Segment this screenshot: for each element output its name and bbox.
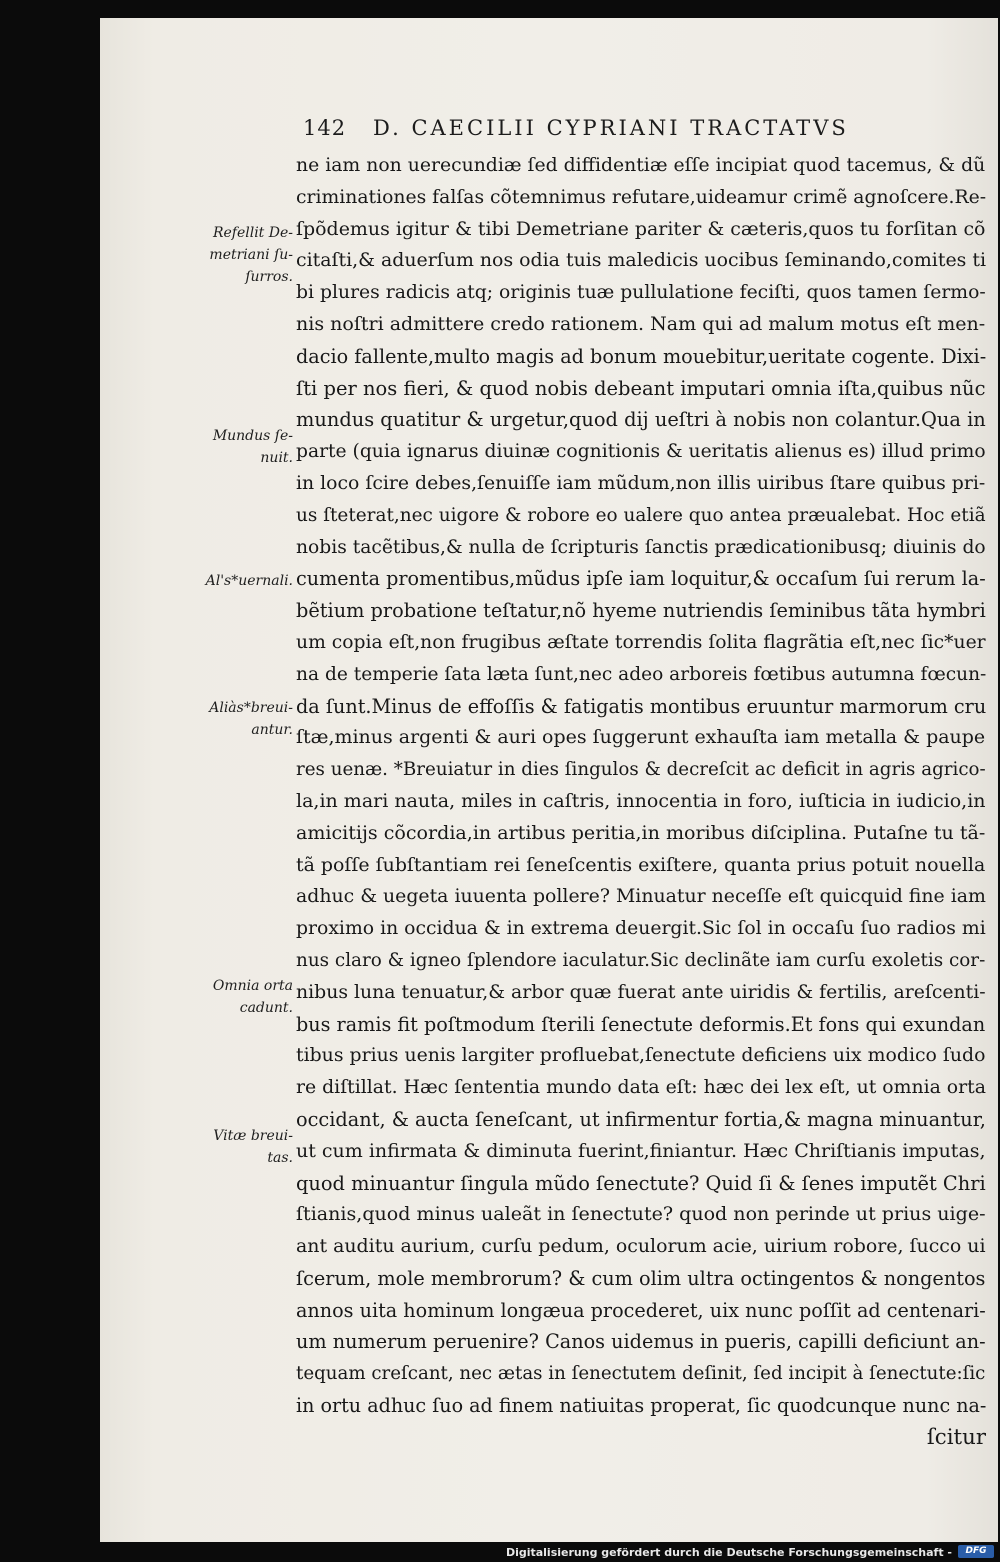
text-line: criminationes falſas cõtemnimus refutare,uideamur crimẽ agnoſcere.Re- <box>296 186 986 208</box>
text-line: adhuc & uegeta iuuenta pollere? Minuatur neceſſe eſt quicquid fine iam <box>296 885 986 908</box>
marginal-note-line: Aliàs*breui- <box>209 700 293 716</box>
text-line: citaſti,& aduerſum nos odia tuis maledicis uocibus ſeminando,comites ti <box>296 249 986 272</box>
text-line: ſtianis,quod minus ualeãt in ſenectute? quod non perinde ut prius uige- <box>296 1203 986 1226</box>
text-line: na de temperie ſata læta ſunt,nec adeo arboreis fœtibus autumna fœcun- <box>296 663 986 685</box>
marginal-note <box>190 570 293 592</box>
running-title: D. CAECILII CYPRIANI TRACTATVS <box>373 116 849 140</box>
marginal-note-line: antur. <box>251 722 293 738</box>
marginal-note-line: Omnia orta <box>212 978 293 994</box>
text-line: ant auditu aurium, curſu pedum, oculorum acie, uirium robore, ſucco ui <box>296 1235 986 1258</box>
text-line: um numerum peruenire? Canos uidemus in pueris, capilli deficiunt an- <box>296 1330 986 1354</box>
page-number: 142 <box>303 116 347 140</box>
text-line: la,in mari nauta, miles in caſtris, innocentia in foro, iuſticia in iudicio,in <box>296 789 986 812</box>
marginal-note-line: Mundus ſe- <box>212 428 293 444</box>
catchword: ſcitur <box>926 1424 986 1450</box>
text-line: proximo in occidua & in extrema deuergit.Sic ſol in occaſu ſuo radios mi <box>296 918 986 940</box>
marginal-note-line: metriani ſu- <box>209 247 293 263</box>
text-line: res uenæ. *Breuiatur in dies ſingulos & decreſcit ac deficit in agris agrico- <box>296 759 986 781</box>
main-text-block <box>296 150 986 1454</box>
text-line: in ortu adhuc ſuo ad finem natiuitas properat, ſic quodcunque nunc na- <box>296 1394 986 1418</box>
marginal-note-line: cadunt. <box>239 1000 293 1016</box>
marginal-note-line: tas. <box>267 1150 293 1166</box>
text-line: parte (quia ignarus diuinæ cognitionis & ueritatis alienus es) illud primo <box>296 441 986 463</box>
marginal-note <box>190 425 293 469</box>
text-line: nibus luna tenuatur,& arbor quæ fuerat ante uiridis & fertilis, areſcenti- <box>296 981 986 1003</box>
text-line: nis noſtri admittere credo rationem. Nam qui ad malum motus eſt men- <box>296 312 986 335</box>
text-line: ut cum infirmata & diminuta fuerint,finiantur. Hæc Chriſtianis imputas, <box>296 1139 986 1162</box>
dfg-logo-icon: DFG <box>958 1545 994 1558</box>
text-line: ſpõdemus igitur & tibi Demetriane pariter & cæteris,quos tu forſitan cõ <box>296 217 986 240</box>
text-line: tibus prius uenis largiter profluebat,ſenectute deficiens uix modico ſudo <box>296 1044 986 1067</box>
text-line: nus claro & igneo ſplendore iaculatur.Sic declinãte iam curſu exoletis cor- <box>296 949 986 971</box>
text-line: um copia eſt,non frugibus æſtate torrendis ſolita flagrãtia eſt,nec ſic*uer <box>296 631 986 653</box>
text-line: bus ramis fit poſtmodum ſterili ſenectute deformis.Et fons qui exundan <box>296 1012 986 1036</box>
marginal-note-line: nuit. <box>260 450 293 466</box>
footer-credit: Digitalisierung gefördert durch die Deutsche Forschungsgemeinschaft - <box>505 1546 952 1559</box>
text-line: us ſteterat,nec uigore & robore eo ualere quo antea præualebat. Hoc etiã <box>296 504 986 526</box>
marginal-note <box>190 222 293 288</box>
footer-bar <box>0 1542 1000 1562</box>
text-line: da ſunt.Minus de effoſſis & fatigatis montibus eruuntur marmorum cru <box>296 694 986 718</box>
text-line: occidant, & aucta ſeneſcant, ut infirmentur fortia,& magna minuantur, <box>296 1107 986 1131</box>
text-line: nobis tacẽtibus,& nulla de ſcripturis ſanctis prædicationibusq; diuinis do <box>296 536 986 558</box>
marginal-note <box>190 697 293 741</box>
text-line: amicitijs cõcordia,in artibus peritia,in moribus diſciplina. Putaſne tu tã- <box>296 821 986 844</box>
running-header <box>303 116 903 140</box>
text-line: in loco ſcire debes,ſenuiſſe iam mũdum,non illis uiribus ſtare quibus pri- <box>296 472 986 494</box>
marginal-note-line: Vitæ breui- <box>213 1128 293 1144</box>
text-line: cumenta promentibus,mũdus ipſe iam loquitur,& occaſum ſui rerum la- <box>296 567 986 591</box>
marginal-note-line: ſurros. <box>245 269 293 285</box>
text-line: ſcerum, mole membrorum? & cum olim ultra octingentos & nongentos <box>296 1266 986 1290</box>
text-line: annos uita hominum longæua procederet, uix nunc poſſit ad centenari- <box>296 1298 986 1322</box>
text-line: bi plures radicis atq; originis tuæ pullulatione feciſti, quos tamen ſermo- <box>296 282 986 304</box>
text-line: ſti per nos fieri, & quod nobis debeant imputari omnia iſta,quibus nũc <box>296 376 986 400</box>
marginal-note-line: Al's*uernali. <box>205 573 293 589</box>
marginal-note-line: Refellit De- <box>212 225 293 241</box>
text-line: ne iam non uerecundiæ ſed diffidentiæ eſſe incipiat quod tacemus, & dũ <box>296 155 986 176</box>
text-line: ſtæ,minus argenti & auri opes ſuggerunt exhauſta iam metalla & paupe <box>296 726 986 749</box>
text-line: bẽtium probatione teſtatur,nõ hyeme nutriendis ſeminibus tãta hymbri <box>296 599 986 623</box>
marginal-note <box>190 1125 293 1169</box>
text-line: re diſtillat. Hæc ſententia mundo data eſt: hæc dei lex eſt, ut omnia orta <box>296 1077 986 1099</box>
text-line: tã poſſe ſubſtantiam rei ſeneſcentis exiſtere, quanta prius potuit nouella <box>296 853 986 876</box>
text-line: quod minuantur ſingula mũdo ſenectute? Quid ſi & ſenes imputẽt Chri <box>296 1171 986 1195</box>
text-line: dacio fallente,multo magis ad bonum mouebitur,ueritate cogente. Dixi- <box>296 344 986 368</box>
text-line: tequam creſcant, nec ætas in ſenectutem deſinit, ſed incipit à ſenectute:ſic <box>296 1363 986 1385</box>
text-line: mundus quatitur & urgetur,quod dij ueſtri à nobis non colantur.Qua in <box>296 408 986 432</box>
marginal-note <box>190 975 293 1019</box>
